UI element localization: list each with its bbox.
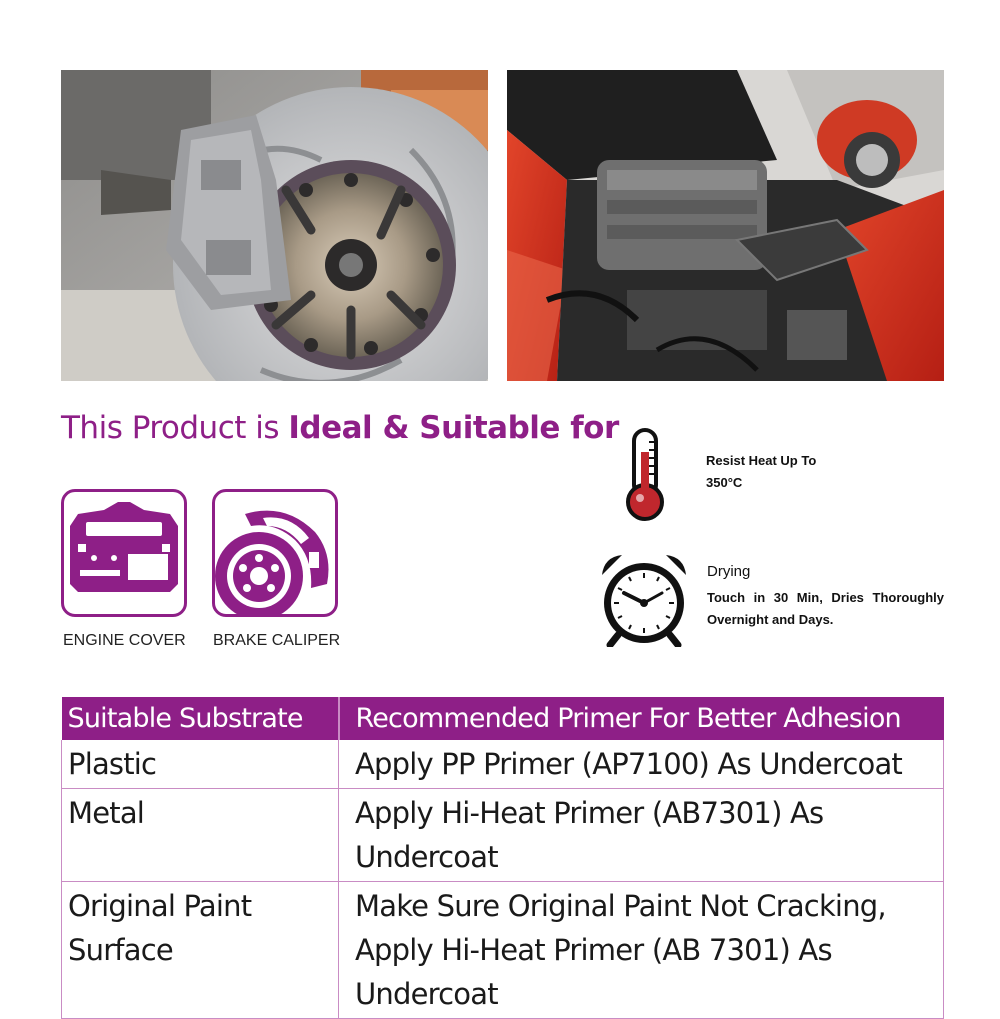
table-header-row — [62, 697, 944, 740]
engine-bay-photo-image — [507, 70, 944, 381]
brake-caliper-label: BRAKE CALIPER — [213, 632, 341, 649]
substrate-primer-table — [61, 697, 944, 1019]
primer-cell: Make Sure Original Paint Not Cracking, Apply Hi-Heat Primer (AB 7301) As Undercoat — [339, 882, 944, 1019]
alarm-clock-icon — [598, 553, 690, 652]
headline-bold: Ideal & Suitable for — [288, 410, 619, 446]
substrate-cell: Metal — [62, 789, 339, 882]
table-row — [62, 789, 944, 882]
header-substrate: Suitable Substrate — [62, 697, 339, 740]
primer-cell: Apply Hi-Heat Primer (AB7301) As Undercoat — [339, 789, 944, 882]
brake-caliper-icon — [215, 492, 335, 614]
drying-title: Drying — [707, 563, 751, 580]
drying-description: Touch in 30 Min, Dries Thoroughly Overnight and Days. — [707, 590, 944, 627]
substrate-cell: Plastic — [62, 740, 339, 789]
engine-cover-tile — [61, 489, 187, 617]
substrate-cell: Original Paint Surface — [62, 882, 339, 1019]
heat-resistance-text — [706, 450, 886, 494]
heat-line-2: 350°C — [706, 475, 743, 490]
brake-disc-photo-image — [61, 70, 488, 381]
heat-line-1: Resist Heat Up To — [706, 453, 817, 468]
thermometer-icon — [622, 428, 668, 527]
table-row — [62, 882, 944, 1019]
headline-regular: This Product is — [61, 410, 289, 446]
brake-caliper-tile — [212, 489, 338, 617]
engine-cover-icon — [64, 492, 184, 614]
suitability-headline — [61, 410, 619, 446]
header-primer: Recommended Primer For Better Adhesion — [339, 697, 944, 740]
primer-cell: Apply PP Primer (AP7100) As Undercoat — [339, 740, 944, 789]
table-row — [62, 740, 944, 789]
brake-disc-photo — [61, 70, 488, 381]
engine-bay-photo — [507, 70, 944, 381]
engine-cover-label: ENGINE COVER — [63, 632, 186, 649]
